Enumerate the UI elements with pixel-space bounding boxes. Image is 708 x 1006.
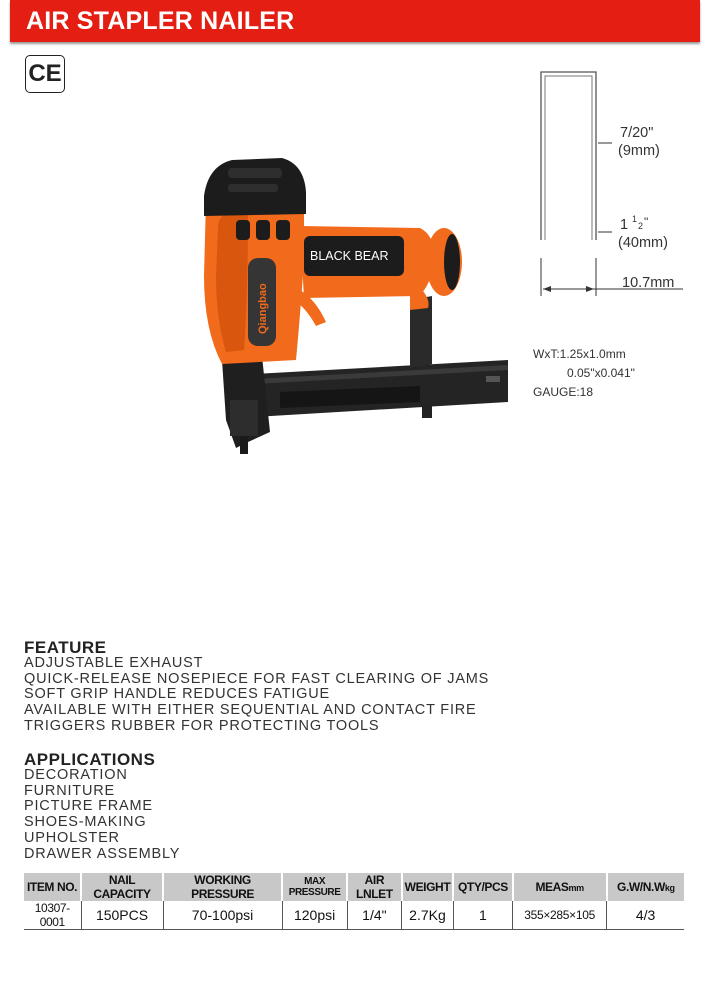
wire-size-mm: WxT:1.25x1.0mm [533, 347, 626, 361]
cell-working-pressure: 70-100psi [163, 901, 282, 930]
crown-mm: (9mm) [618, 143, 660, 159]
column-header: AIR LNLET [347, 873, 402, 901]
column-header-meas [513, 873, 607, 901]
wire-size-inch: 0.05"x0.041" [567, 366, 635, 380]
feature-title: FEATURE [24, 638, 107, 657]
feature-item: TRIGGERS RUBBER FOR PROTECTING TOOLS [24, 717, 380, 734]
crown-fraction: 7/20" [620, 125, 654, 141]
applications-list [24, 768, 180, 862]
table-header-row [24, 873, 684, 901]
leg-unit: " [644, 215, 649, 229]
leg-mm: (40mm) [618, 235, 668, 251]
column-header: QTY/PCS [453, 873, 512, 901]
gw-label: G.W/N.W [617, 880, 665, 894]
cell-nail-capacity: 150PCS [81, 901, 163, 930]
cell-item-no: 10307-0001 [24, 901, 81, 930]
brand-band-label: BLACK BEAR [310, 249, 389, 263]
staple-shape [541, 72, 596, 240]
cell-qty: 1 [453, 901, 512, 930]
applications-title: APPLICATIONS [24, 750, 156, 769]
column-header: ITEM NO. [24, 873, 81, 901]
application-item: DRAWER ASSEMBLY [24, 845, 181, 862]
staple-width: 10.7mm [622, 275, 675, 291]
feature-item: AVAILABLE WITH EITHER SEQUENTIAL AND CONTACT FIRE [24, 702, 477, 719]
wire-gauge: GAUGE:18 [533, 385, 594, 399]
spec-table [24, 873, 684, 930]
meas-label: MEAS [535, 880, 569, 894]
staple-diagram [0, 0, 708, 320]
column-header-gw [607, 873, 684, 901]
table-row [24, 901, 684, 930]
cell-gw-nw: 4/3 [607, 901, 684, 930]
gw-unit: kg [664, 883, 675, 893]
leg-whole: 1 [620, 217, 629, 233]
cell-air-inlet: 1/4" [347, 901, 402, 930]
page-title: AIR STAPLER NAILER [26, 7, 295, 35]
application-item: FURNITURE [24, 782, 115, 799]
side-brand-label: Qiangbao [257, 283, 269, 334]
feature-item: SOFT GRIP HANDLE REDUCES FATIGUE [24, 686, 330, 703]
cell-max-pressure: 120psi [282, 901, 347, 930]
feature-list [24, 656, 489, 735]
column-header: NAIL CAPACITY [81, 873, 163, 901]
ce-mark-icon: CE [25, 55, 65, 93]
application-item: SHOES-MAKING [24, 814, 147, 831]
column-header: WEIGHT [402, 873, 454, 901]
leg-numerator: 1 [632, 214, 638, 224]
application-item: UPHOLSTER [24, 829, 120, 846]
application-item: PICTURE FRAME [24, 798, 153, 815]
feature-item: ADJUSTABLE EXHAUST [24, 655, 204, 671]
feature-item: QUICK-RELEASE NOSEPIECE FOR FAST CLEARING OF JAMS [24, 670, 490, 687]
cell-meas: 355×285×105 [513, 901, 607, 930]
column-header: MAX PRESSURE [282, 873, 347, 901]
leg-denominator: 2 [638, 221, 644, 231]
application-item: DECORATION [24, 767, 128, 783]
meas-unit: mm [568, 883, 584, 893]
cell-weight: 2.7Kg [402, 901, 454, 930]
column-header: WORKING PRESSURE [163, 873, 282, 901]
